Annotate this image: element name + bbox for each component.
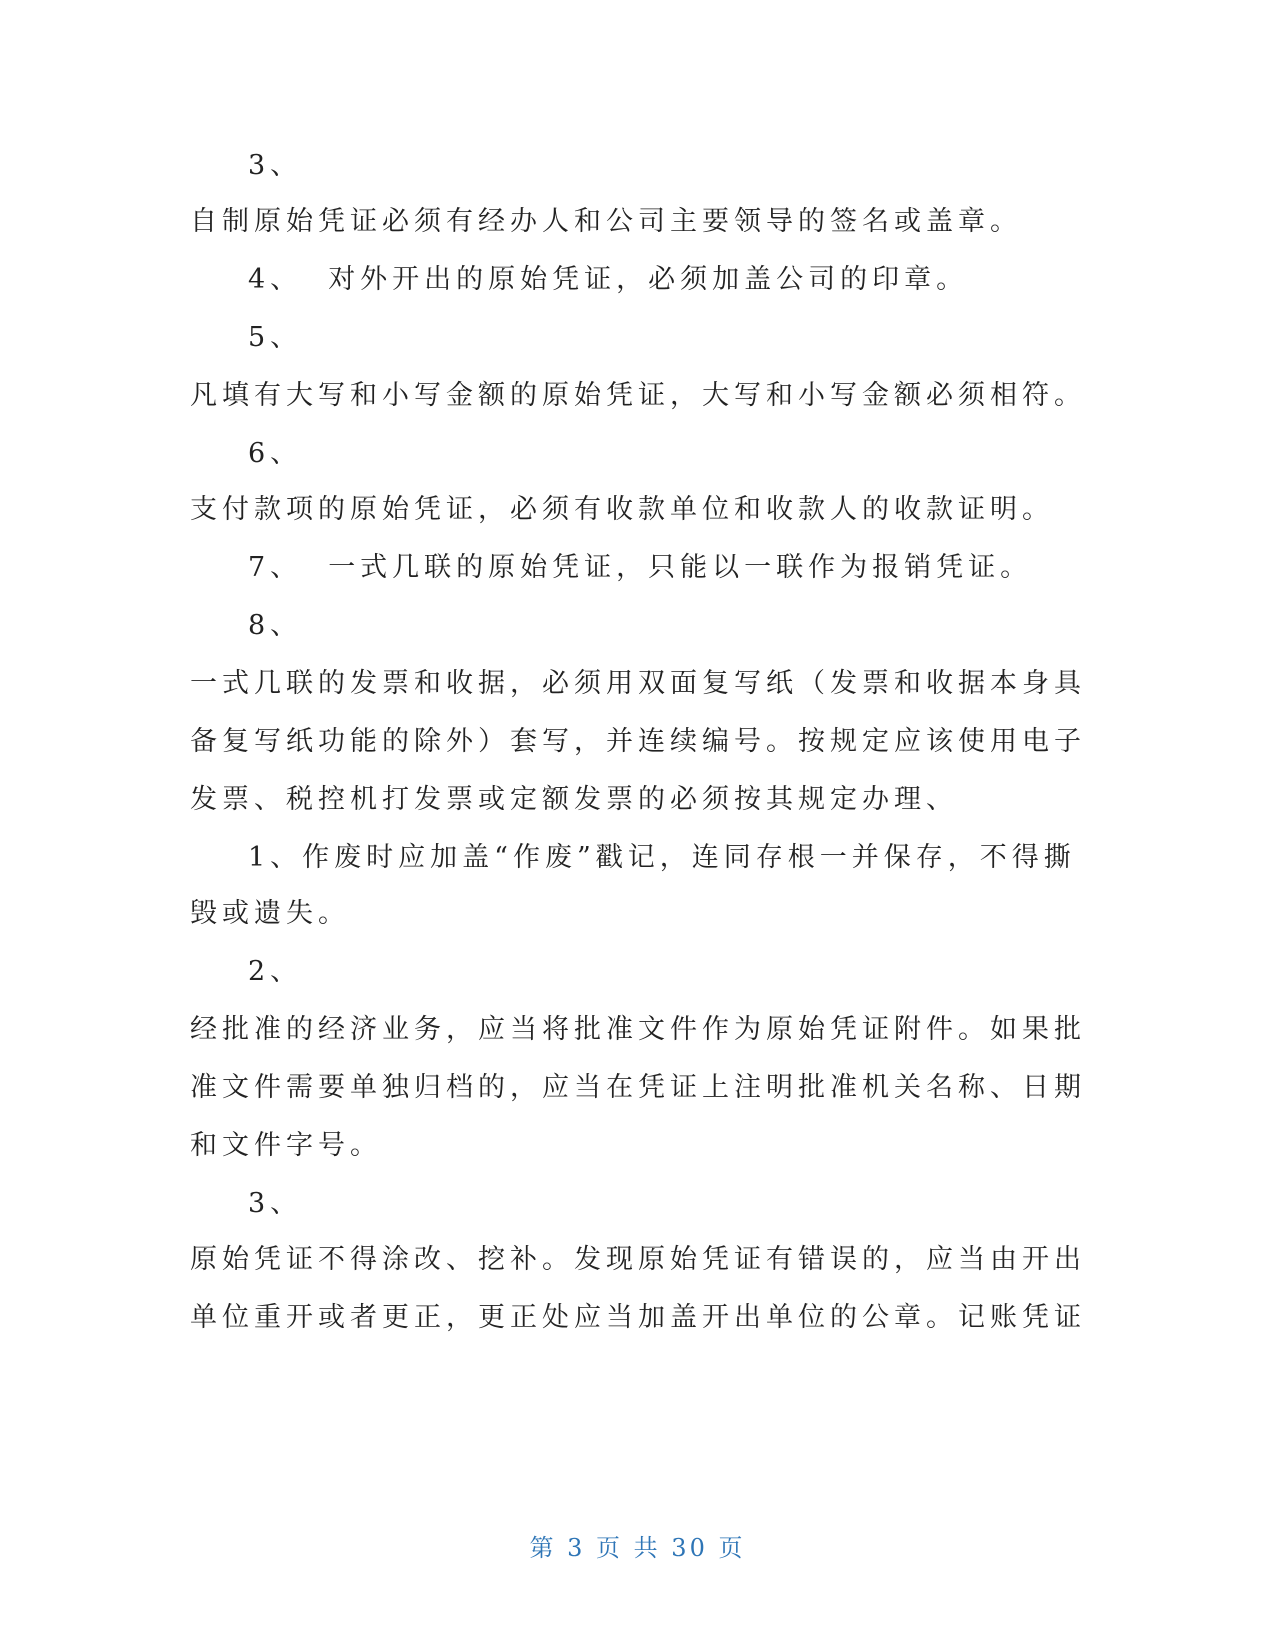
list-item-text: 对外开出的原始凭证，必须加盖公司的印章。	[328, 264, 969, 295]
paragraph-line: 准文件需要单独归档的，应当在凭证上注明批准机关名称、日期	[190, 1072, 1086, 1103]
paragraph-line: 发票、税控机打发票或定额发票的必须按其规定办理、	[190, 784, 958, 815]
list-number: 3、	[248, 150, 303, 181]
paragraph-line: 毁或遗失。	[190, 898, 350, 929]
list-number: 5、	[248, 322, 303, 353]
paragraph-line: 1、作废时应加盖“作废”戳记，连同存根一并保存，不得撕	[248, 842, 1076, 873]
paragraph-line: 单位重开或者更正，更正处应当加盖开出单位的公章。记账凭证	[190, 1302, 1086, 1333]
page-number-footer: 第 3 页 共 30 页	[529, 1534, 746, 1562]
list-item-text: 一式几联的原始凭证，只能以一联作为报销凭证。	[328, 552, 1033, 583]
paragraph-line: 原始凭证不得涂改、挖补。发现原始凭证有错误的，应当由开出	[190, 1244, 1086, 1275]
list-number: 3、	[248, 1188, 303, 1219]
paragraph-line: 和文件字号。	[190, 1130, 382, 1161]
paragraph-line: 经批准的经济业务，应当将批准文件作为原始凭证附件。如果批	[190, 1014, 1086, 1045]
list-item	[248, 262, 968, 298]
list-number: 2、	[248, 956, 303, 987]
paragraph-line: 一式几联的发票和收据，必须用双面复写纸（发票和收据本身具	[190, 668, 1086, 699]
list-item	[248, 550, 1032, 586]
list-number: 6、	[248, 438, 303, 469]
paragraph-line: 备复写纸功能的除外）套写，并连续编号。按规定应该使用电子	[190, 726, 1086, 757]
list-number: 4、	[248, 264, 303, 295]
list-number: 8、	[248, 610, 303, 641]
list-number: 7、	[248, 552, 303, 583]
paragraph-line: 凡填有大写和小写金额的原始凭证，大写和小写金额必须相符。	[190, 380, 1086, 411]
paragraph-line: 支付款项的原始凭证，必须有收款单位和收款人的收款证明。	[190, 494, 1054, 525]
paragraph-line: 自制原始凭证必须有经办人和公司主要领导的签名或盖章。	[190, 206, 1022, 237]
